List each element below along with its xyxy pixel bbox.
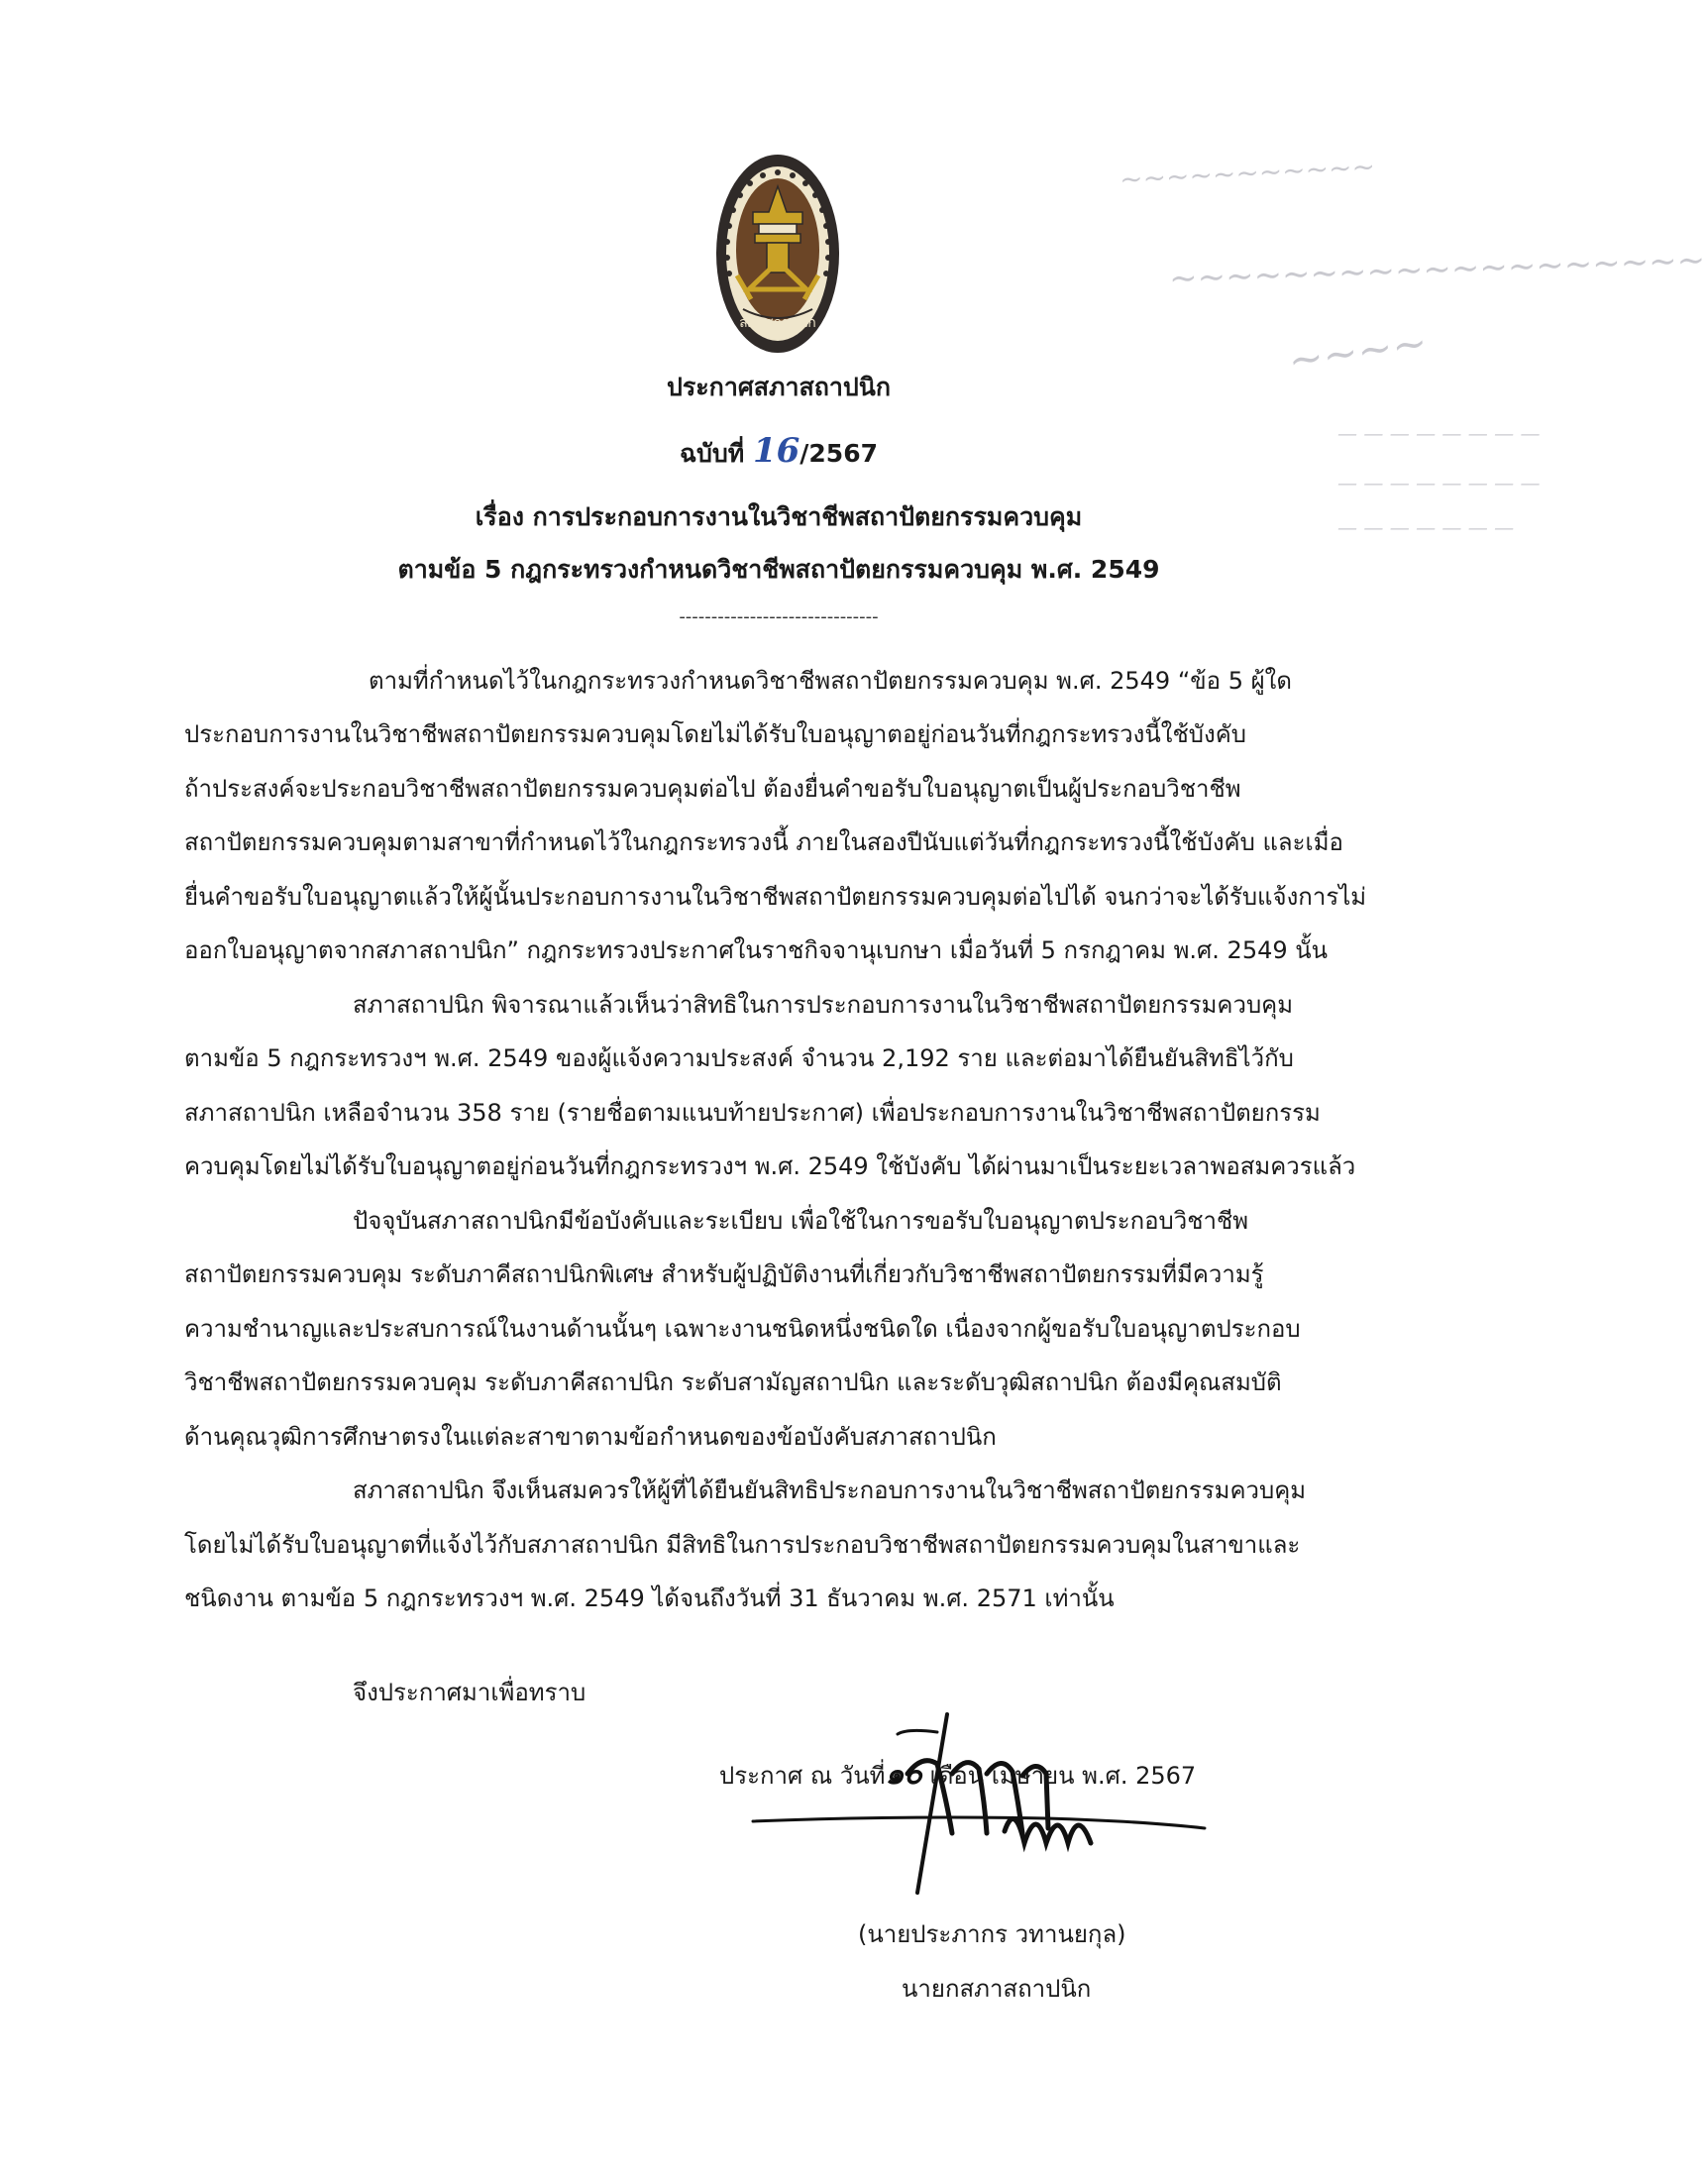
- signer-name: (นายประภากร วทานยกุล): [858, 1920, 1126, 1948]
- closing-statement: จึงประกาศมาเพื่อทราบ: [353, 1679, 586, 1706]
- body-line: ด้านคุณวุฒิการศึกษาตรงในแต่ละสาขาตามข้อกำหนดของข้อบังคับสภาสถาปนิก: [184, 1423, 997, 1451]
- announcement-title: ประกาศสภาสถาปนิก: [666, 373, 892, 401]
- body-line: โดยไม่ได้รับใบอนุญาตที่แจ้งไว้กับสภาสถาปนิก มีสิทธิในการประกอบวิชาชีพสถาปัตยกรรมควบคุมในสาขาและ: [184, 1531, 1301, 1559]
- body-line: สภาสถาปนิก เหลือจำนวน 358 ราย (รายชื่อตามแนบท้ายประกาศ) เพื่อประกอบการงานในวิชาชีพสถาปัตยกรรม: [184, 1099, 1321, 1127]
- body-line: ปัจจุบันสภาสถาปนิกมีข้อบังคับและระเบียบ เพื่อใช้ในการขอรับใบอนุญาตประกอบวิชาชีพ: [353, 1207, 1249, 1235]
- bleed-through-text: — — — — — — —: [1337, 515, 1515, 539]
- bleed-through-text: — — — — — — — —: [1337, 471, 1541, 494]
- handwritten-number: 16: [752, 431, 800, 471]
- subject-line-1: เรื่อง การประกอบการงานในวิชาชีพสถาปัตยกรรมควบคุม: [475, 502, 1083, 531]
- seal-label: สภาสถาปนิก: [739, 315, 816, 331]
- council-seal-emblem: [713, 151, 842, 357]
- handwritten-signature: [749, 1694, 1215, 1903]
- bleed-through-text: — — — — — — — —: [1337, 421, 1541, 445]
- body-line: ความชำนาญและประสบการณ์ในงานด้านนั้นๆ เฉพาะงานชนิดหนึ่งชนิดใด เนื่องจากผู้ขอรับใบอนุญาตประกอบ: [184, 1315, 1301, 1343]
- body-line: ออกใบอนุญาตจากสภาสถาปนิก” กฎกระทรวงประกาศในราชกิจจานุเบกษา เมื่อวันที่ 5 กรกฎาคม พ.ศ. 2549 นั้น: [184, 936, 1329, 964]
- number-prefix: ฉบับที่: [679, 439, 745, 468]
- header-divider: -------------------------------: [679, 606, 879, 627]
- body-line: ถ้าประสงค์จะประกอบวิชาชีพสถาปัตยกรรมควบคุมต่อไป ต้องยื่นคำขอรับใบอนุญาตเป็นผู้ประกอบวิชาชีพ: [184, 775, 1241, 803]
- body-line: ยื่นคำขอรับใบอนุญาตแล้วให้ผู้นั้นประกอบการงานในวิชาชีพสถาปัตยกรรมควบคุมต่อไปได้ จนกว่าจะได้รับแจ้งการไม่: [184, 883, 1367, 911]
- announcement-number: [297, 432, 1260, 473]
- body-line: สถาปัตยกรรมควบคุมตามสาขาที่กำหนดไว้ในกฎกระทรวงนี้ ภายในสองปีนับแต่วันที่กฎกระทรวงนี้ใช้บังคับ และเมื่อ: [184, 828, 1343, 856]
- body-line: ควบคุมโดยไม่ได้รับใบอนุญาตอยู่ก่อนวันที่กฎกระทรวงฯ พ.ศ. 2549 ใช้บังคับ ได้ผ่านมาเป็นระยะเวลาพอสมควรแล้ว: [184, 1152, 1356, 1180]
- body-line: สภาสถาปนิก พิจารณาแล้วเห็นว่าสิทธิในการประกอบการงานในวิชาชีพสถาปัตยกรรมควบคุม: [353, 991, 1294, 1019]
- signer-position: นายกสภาสถาปนิก: [902, 1975, 1092, 2003]
- number-suffix: /2567: [800, 439, 878, 468]
- body-line: ชนิดงาน ตามข้อ 5 กฎกระทรวงฯ พ.ศ. 2549 ได้จนถึงวันที่ 31 ธันวาคม พ.ศ. 2571 เท่านั้น: [184, 1584, 1115, 1612]
- body-line: ตามที่กำหนดไว้ในกฎกระทรวงกำหนดวิชาชีพสถาปัตยกรรมควบคุม พ.ศ. 2549 “ข้อ 5 ผู้ใด: [369, 667, 1292, 695]
- body-line: สภาสถาปนิก จึงเห็นสมควรให้ผู้ที่ได้ยืนยันสิทธิประกอบการงานในวิชาชีพสถาปัตยกรรมควบคุม: [353, 1476, 1307, 1504]
- date-prefix: ประกาศ ณ วันที่: [719, 1762, 886, 1790]
- body-line: ประกอบการงานในวิชาชีพสถาปัตยกรรมควบคุมโดยไม่ได้รับใบอนุญาตอยู่ก่อนวันที่กฎกระทรวงนี้ใช้บังคับ: [184, 720, 1247, 748]
- subject-line-2: ตามข้อ 5 กฎกระทรวงกำหนดวิชาชีพสถาปัตยกรรมควบคุม พ.ศ. 2549: [397, 555, 1160, 584]
- bleed-through-text: ~~~~~~~~~~~~~~~~~~~: [1168, 240, 1706, 299]
- body-line: ตามข้อ 5 กฎกระทรวงฯ พ.ศ. 2549 ของผู้แจ้งความประสงค์ จำนวน 2,192 ราย และต่อมาได้ยืนยันสิทธิไว้กับ: [184, 1044, 1294, 1072]
- handwritten-day: ๑๐: [885, 1757, 922, 1792]
- body-line: วิชาชีพสถาปัตยกรรมควบคุม ระดับภาคีสถาปนิก ระดับสามัญสถาปนิก และระดับวุฒิสถาปนิก ต้องมีคุณสมบัติ: [184, 1368, 1282, 1396]
- date-suffix: เดือน เมษายน พ.ศ. 2567: [929, 1762, 1197, 1790]
- bleed-through-text: ~~~~: [1285, 317, 1431, 385]
- body-line: สถาปัตยกรรมควบคุม ระดับภาคีสถาปนิกพิเศษ สำหรับผู้ปฏิบัติงานที่เกี่ยวกับวิชาชีพสถาปัตยกรรมที่มีความรู้: [184, 1260, 1264, 1288]
- bleed-through-text: ~~~~~~~~~~~: [1119, 150, 1376, 196]
